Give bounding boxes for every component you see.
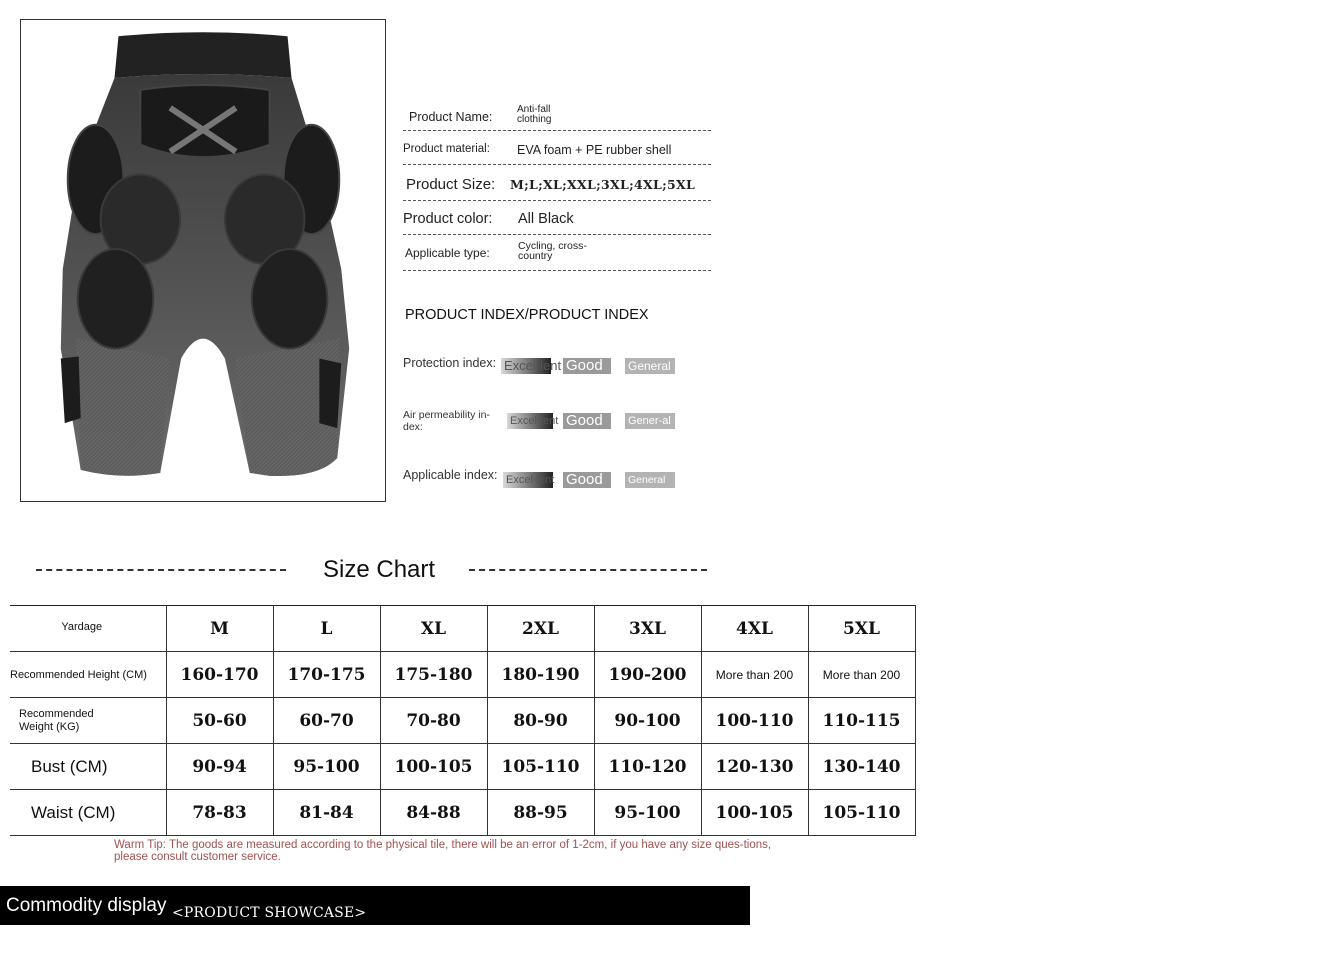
rating-general: Gener-al <box>625 413 675 429</box>
size-chart-table <box>10 605 916 836</box>
size-header-3xl: 3XL <box>594 606 701 652</box>
divider-right <box>469 569 707 571</box>
product-showcase-subtitle: <PRODUCT SHOWCASE> <box>172 905 367 921</box>
spec-label: Product Size: <box>406 176 496 193</box>
commodity-display-bar <box>0 886 750 925</box>
spec-value: M;L;XL;XXL;3XL;4XL;5XL <box>510 177 696 192</box>
spec-row-color <box>403 201 711 235</box>
table-cell: 170-175 <box>273 652 380 698</box>
rating-good: Good <box>563 358 611 374</box>
yardage-label: Yardage <box>61 620 103 633</box>
table-cell: 90-94 <box>166 744 273 790</box>
index-label: Air permeability in-dex: <box>403 409 490 433</box>
table-cell: 95-100 <box>594 790 701 836</box>
table-cell: 50-60 <box>166 698 273 744</box>
table-cell: More than 200 <box>701 652 808 698</box>
spec-label: Product Name: <box>409 110 493 124</box>
size-header-5xl: 5XL <box>808 606 915 652</box>
table-cell: 95-100 <box>273 744 380 790</box>
index-row-protection <box>403 352 683 384</box>
table-row <box>10 698 915 744</box>
commodity-title: Commodity display <box>6 895 167 916</box>
spec-value: Cycling, cross-country <box>518 240 587 262</box>
size-header-m: M <box>166 606 273 652</box>
spec-value: EVA foam + PE rubber shell <box>517 143 672 157</box>
protective-shorts-illustration <box>21 20 385 501</box>
index-row-air-permeability <box>403 405 683 437</box>
table-cell: 81-84 <box>273 790 380 836</box>
product-image <box>20 19 386 502</box>
table-cell: 100-105 <box>380 744 487 790</box>
table-cell: 180-190 <box>487 652 594 698</box>
product-index-heading: PRODUCT INDEX/PRODUCT INDEX <box>405 307 649 323</box>
divider-left <box>36 569 286 571</box>
index-label: Protection index: <box>403 356 497 370</box>
rating-good: Good <box>563 472 611 488</box>
table-cell: 190-200 <box>594 652 701 698</box>
rating-excellent: Excel-lent <box>507 413 553 429</box>
table-cell: 175-180 <box>380 652 487 698</box>
spec-value: Anti-fall clothing <box>517 104 552 125</box>
spec-row-name <box>403 100 711 131</box>
header-label <box>10 606 166 652</box>
table-row <box>10 652 915 698</box>
table-cell: 80-90 <box>487 698 594 744</box>
spec-label: Applicable type: <box>405 246 490 260</box>
index-row-applicable <box>403 464 683 496</box>
row-label: Waist (CM) <box>10 790 166 836</box>
spec-row-material <box>403 131 711 165</box>
warm-tip: Warm Tip: The goods are measured according to the physical tile, there will be an error of 1-2cm, if you have any size ques-tions, please consult customer service. <box>114 839 772 863</box>
spec-label: Product material: <box>403 143 490 155</box>
table-cell: 100-105 <box>701 790 808 836</box>
table-cell: 60-70 <box>273 698 380 744</box>
rating-general: General <box>625 358 675 374</box>
size-header-l: L <box>273 606 380 652</box>
rating-good: Good <box>563 413 611 429</box>
table-cell: 110-115 <box>808 698 915 744</box>
size-chart-title: Size Chart <box>323 556 436 583</box>
row-label: Bust (CM) <box>10 744 166 790</box>
spec-row-size <box>403 165 711 201</box>
spec-row-type <box>403 235 711 271</box>
table-cell: 100-110 <box>701 698 808 744</box>
rating-excellent: Excel-lent <box>503 472 553 488</box>
index-label: Applicable index: <box>403 468 498 482</box>
table-cell: 105-110 <box>808 790 915 836</box>
size-header-xl: XL <box>380 606 487 652</box>
table-header-row <box>10 606 915 652</box>
rating-general: General <box>625 472 675 488</box>
table-cell: 88-95 <box>487 790 594 836</box>
table-cell: 90-100 <box>594 698 701 744</box>
table-cell: 105-110 <box>487 744 594 790</box>
table-row <box>10 790 915 836</box>
table-cell: 78-83 <box>166 790 273 836</box>
size-header-4xl: 4XL <box>701 606 808 652</box>
table-cell: 110-120 <box>594 744 701 790</box>
spec-label: Product color: <box>403 211 493 227</box>
rating-excellent: Excel-lent <box>501 358 551 374</box>
table-row <box>10 744 915 790</box>
size-header-2xl: 2XL <box>487 606 594 652</box>
row-label: Recommended Weight (KG) <box>10 698 166 744</box>
table-cell: 84-88 <box>380 790 487 836</box>
table-cell: 70-80 <box>380 698 487 744</box>
row-label: Recommended Height (CM) <box>10 652 166 698</box>
spec-value: All Black <box>518 211 574 227</box>
table-cell: 120-130 <box>701 744 808 790</box>
table-cell: 130-140 <box>808 744 915 790</box>
table-cell: More than 200 <box>808 652 915 698</box>
table-cell: 160-170 <box>166 652 273 698</box>
